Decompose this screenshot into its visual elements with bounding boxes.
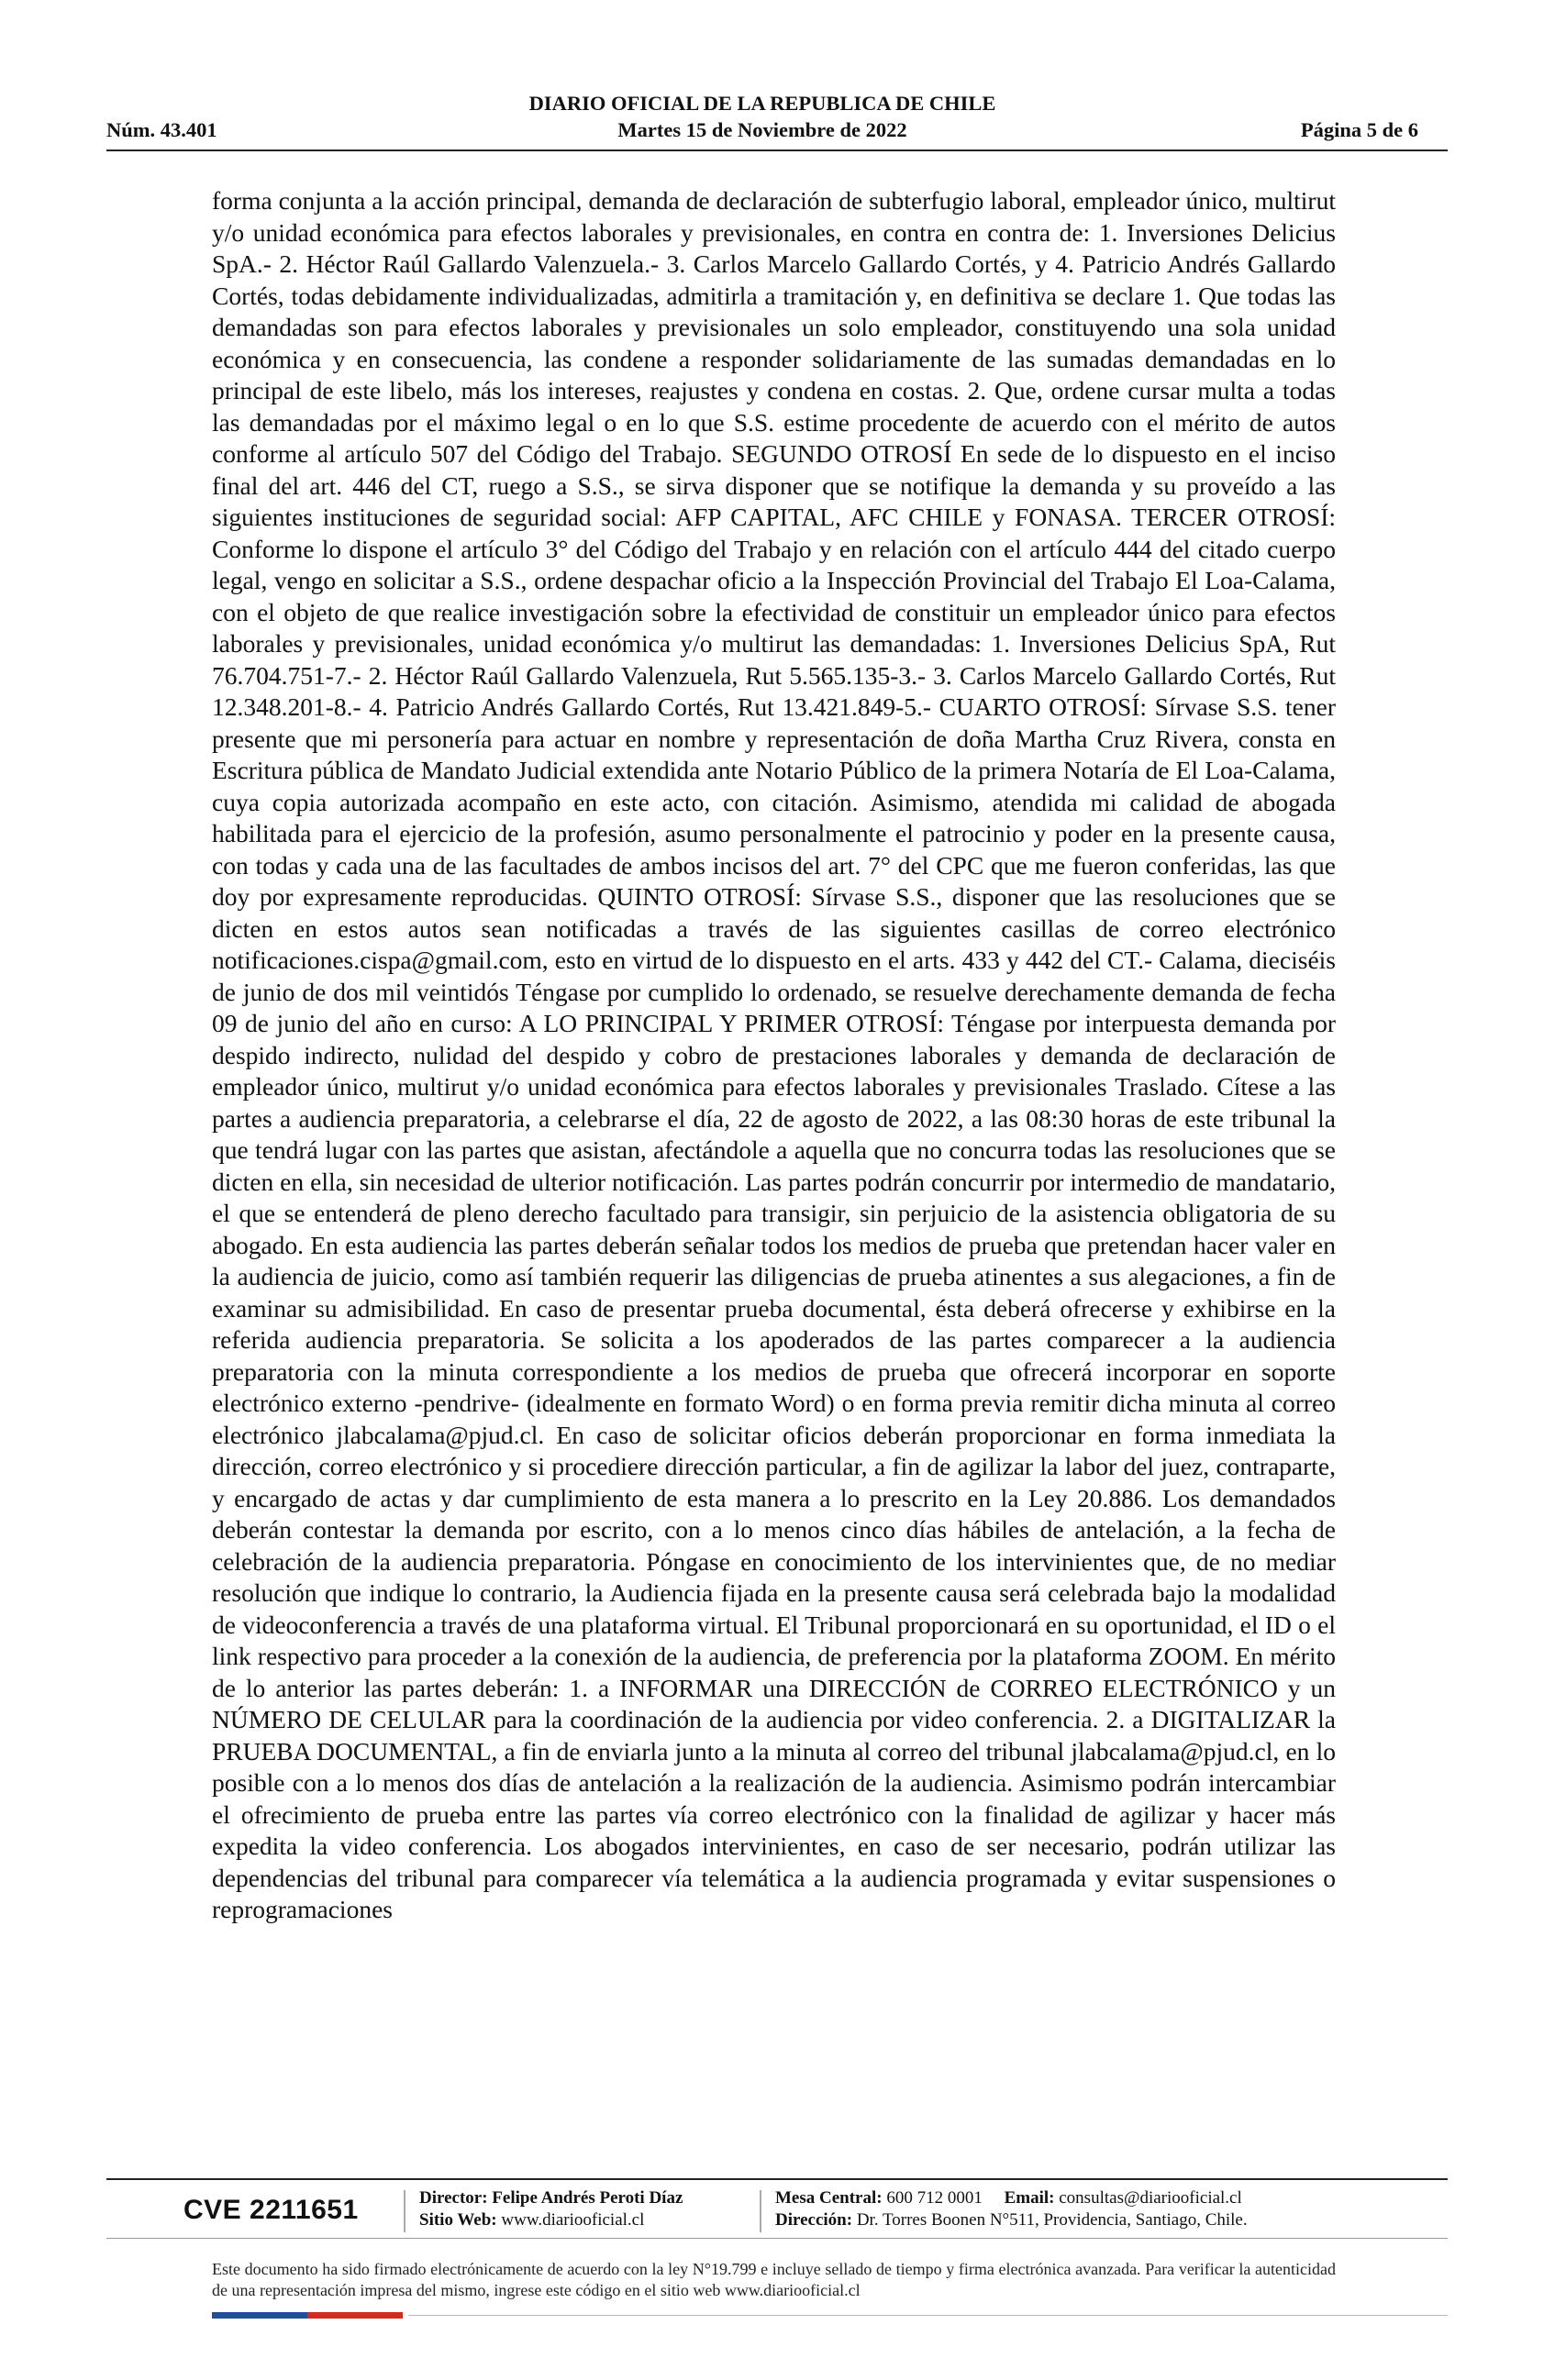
footer-divider — [106, 2178, 1448, 2180]
address-label: Dirección: — [775, 2210, 853, 2230]
footer-separator — [760, 2190, 761, 2232]
flag-segment — [260, 2312, 307, 2319]
publication-date: Martes 15 de Noviembre de 2022 — [617, 118, 907, 141]
page-header — [106, 90, 1418, 147]
signature-disclaimer: Este documento ha sido firmado electrónicamente de acuerdo con la ley N°19.799 e incluye sellado de tiempo y firma electrónica avanzada. Para verificar la autenticidad de una representación impresa del mismo, ingrese este código en el sitio web www.diariooficial.cl — [212, 2260, 1336, 2299]
footer-divider-secondary — [106, 2238, 1448, 2239]
footer-info — [183, 2185, 1418, 2238]
header-title-block — [106, 90, 1418, 143]
header-divider — [106, 149, 1448, 151]
website-link[interactable]: www.diariooficial.cl — [501, 2210, 645, 2230]
flag-segment — [212, 2312, 260, 2319]
address-text: Dr. Torres Boonen N°511, Providencia, Santiago, Chile. — [856, 2210, 1248, 2230]
mesa-label: Mesa Central: — [775, 2188, 883, 2208]
director-label: Director: Felipe Andrés Peroti Díaz — [419, 2188, 683, 2208]
footer-director-block — [419, 2187, 683, 2231]
mesa-phone: 600 712 0001 — [886, 2188, 983, 2208]
issue-number: Núm. 43.401 — [106, 118, 217, 141]
publication-title: DIARIO OFICIAL DE LA REPUBLICA DE CHILE — [528, 92, 996, 115]
cve-code: CVE 2211651 — [183, 2195, 359, 2225]
page-number: Página 5 de 6 — [1300, 118, 1418, 141]
footer-bottom-rule — [408, 2315, 1448, 2316]
body-paragraph: forma conjunta a la acción principal, demanda de declaración de subterfugio laboral, empleador único, multirut y/o unidad económica para efectos laborales y previsionales, en contra en contra de: 1. Inversiones Delicius SpA.- 2. Héctor Raúl Gallardo Valenzuela.- 3. Carlos Marcelo Gallardo Cortés, y 4. Patricio Andrés Gallardo Cortés, todas debidamente individualizadas, admitirla a tramitación y, en definitiva se declare 1. Que todas las demandadas son para efectos laborales y previsionales un solo empleador, constituyendo una sola unidad económica y en consecuencia, las condene a responder solidariamente de las sumadas demandadas en lo principal de este libelo, más los intereses, reajustes y condena en costas. 2. Que, ordene cursar multa a todas las demandadas por el máximo legal o en lo que S.S. estime procedente de acuerdo con el mérito de autos conforme al artículo 507 del Código del Trabajo. SEGUNDO OTROSÍ En sede de lo dispuesto en el inciso final del art. 446 del CT, ruego a S.S., se sirva disponer que se notifique la demanda y su proveído a las siguientes instituciones de seguridad social: AFP CAPITAL, AFC CHILE y FONASA. TERCER OTROSÍ: Conforme lo dispone el artículo 3° del Código del Trabajo y en relación con el artículo 444 del citado cuerpo legal, vengo en solicitar a S.S., ordene despachar oficio a la Inspección Provincial del Trabajo El Loa-Calama, con el objeto de que realice investigación sobre la efectividad de constituir un empleador único para efectos laborales y previsionales, unidad económica y/o multirut las demandadas: 1. Inversiones Delicius SpA, Rut 76.704.751-7.- 2. Héctor Raúl Gallardo Valenzuela, Rut 5.565.135-3.- 3. Carlos Marcelo Gallardo Cortés, Rut 12.348.201-8.- 4. Patricio Andrés Gallardo Cortés, Rut 13.421.849-5.- CUARTO OTROSÍ: Sírvase S.S. tener presente que mi personería para actuar en nombre y representación de doña Martha Cruz Rivera, consta en Escritura pública de Mandato Judicial extendida ante Notario Público de la primera Notaría de El Loa-Calama, cuya copia autorizada acompaño en este acto, con citación. Asimismo, atendida mi calidad de abogada habilitada para el ejercicio de la profesión, asumo personalmente el patrocinio y poder en la presente causa, con todas y cada una de las facultades de ambos incisos del art. 7° del CPC que me fueron conferidas, las que doy por expresamente reproducidas. QUINTO OTROSÍ: Sírvase S.S., disponer que las resoluciones que se dicten en estos autos sean notificadas a través de las siguientes casillas de correo electrónico notificaciones.cispa@gmail.com, esto en virtud de lo dispuesto en el arts. 433 y 442 del CT.- Calama, dieciséis de junio de dos mil veintidós Téngase por cumplido lo ordenado, se resuelve derechamente demanda de fecha 09 de junio del año en curso: A LO PRINCIPAL Y PRIMER OTROSÍ: Téngase por interpuesta demanda por despido indirecto, nulidad del despido y cobro de prestaciones laborales y demanda de declaración de empleador único, multirut y/o unidad económica para efectos laborales y previsionales Traslado. Cítese a las partes a audiencia preparatoria, a celebrarse el día, 22 de agosto de 2022, a las 08:30 horas de este tribunal la que tendrá lugar con las partes que asistan, afectándole a aquella que no concurra todas las resoluciones que se dicten en ella, sin necesidad de ulterior notificación. Las partes podrán concurrir por intermedio de mandatario, el que se entenderá de pleno derecho facultado para transigir, sin perjuicio de la asistencia obligatoria de su abogado. En esta audiencia las partes deberán señalar todos los medios de prueba que pretendan hacer valer en la audiencia de juicio, como así también requerir las diligencias de prueba atinentes a sus alegaciones, a fin de examinar su admisibilidad. En caso de presentar prueba documental, ésta deberá ofrecerse y exhibirse en la referida audiencia preparatoria. Se solicita a los apoderados de las partes comparecer a la audiencia preparatoria con la minuta correspondiente a los medios de prueba que ofrecerá incorporar en soporte electrónico externo -pendrive- (idealmente en formato Word) o en forma previa remitir dicha minuta al correo electrónico jlabcalama@pjud.cl. En caso de solicitar oficios deberán proporcionar en forma inmediata la dirección, correo electrónico y si procediere dirección particular, a fin de agilizar la labor del juez, contraparte, y encargado de actas y dar cumplimiento de esta manera a lo prescrito en la Ley 20.886. Los demandados deberán contestar la demanda por escrito, con a lo menos cinco días hábiles de antelación, a la fecha de celebración de la audiencia preparatoria. Póngase en conocimiento de los intervinientes que, de no mediar resolución que indique lo contrario, la Audiencia fijada en la presente causa será celebrada bajo la modalidad de videoconferencia a través de una plataforma virtual. El Tribunal proporcionará en su oportunidad, el ID o el link respectivo para proceder a la conexión de la audiencia, de preferencia por la plataforma ZOOM. En mérito de lo anterior las partes deberán: 1. a INFORMAR una DIRECCIÓN de CORREO ELECTRÓNICO y un NÚMERO DE CELULAR para la coordinación de la audiencia por video conferencia. 2. a DIGITALIZAR la PRUEBA DOCUMENTAL, a fin de enviarla junto a la minuta al correo del tribunal jlabcalama@pjud.cl, en lo posible con a lo menos dos días de antelación a la realización de la audiencia. Asimismo podrán intercambiar el ofrecimiento de prueba entre las partes vía correo electrónico con la finalidad de agilizar y hacer más expedita la video conferencia. Los abogados intervinientes, en caso de ser necesario, podrán utilizar las dependencias del tribunal para comparecer vía telemática a la audiencia programada y evitar suspensiones o reprogramaciones — [212, 186, 1336, 1923]
flag-segment — [355, 2312, 403, 2319]
footer-contact-block — [775, 2187, 1248, 2231]
document-body — [212, 185, 1336, 1926]
flag-segment — [307, 2312, 355, 2319]
email-link[interactable]: consultas@diariooficial.cl — [1059, 2188, 1242, 2208]
website-label: Sitio Web: — [419, 2210, 497, 2230]
email-label: Email: — [1004, 2188, 1055, 2208]
flag-stripe — [212, 2312, 403, 2319]
footer-separator — [404, 2190, 405, 2232]
